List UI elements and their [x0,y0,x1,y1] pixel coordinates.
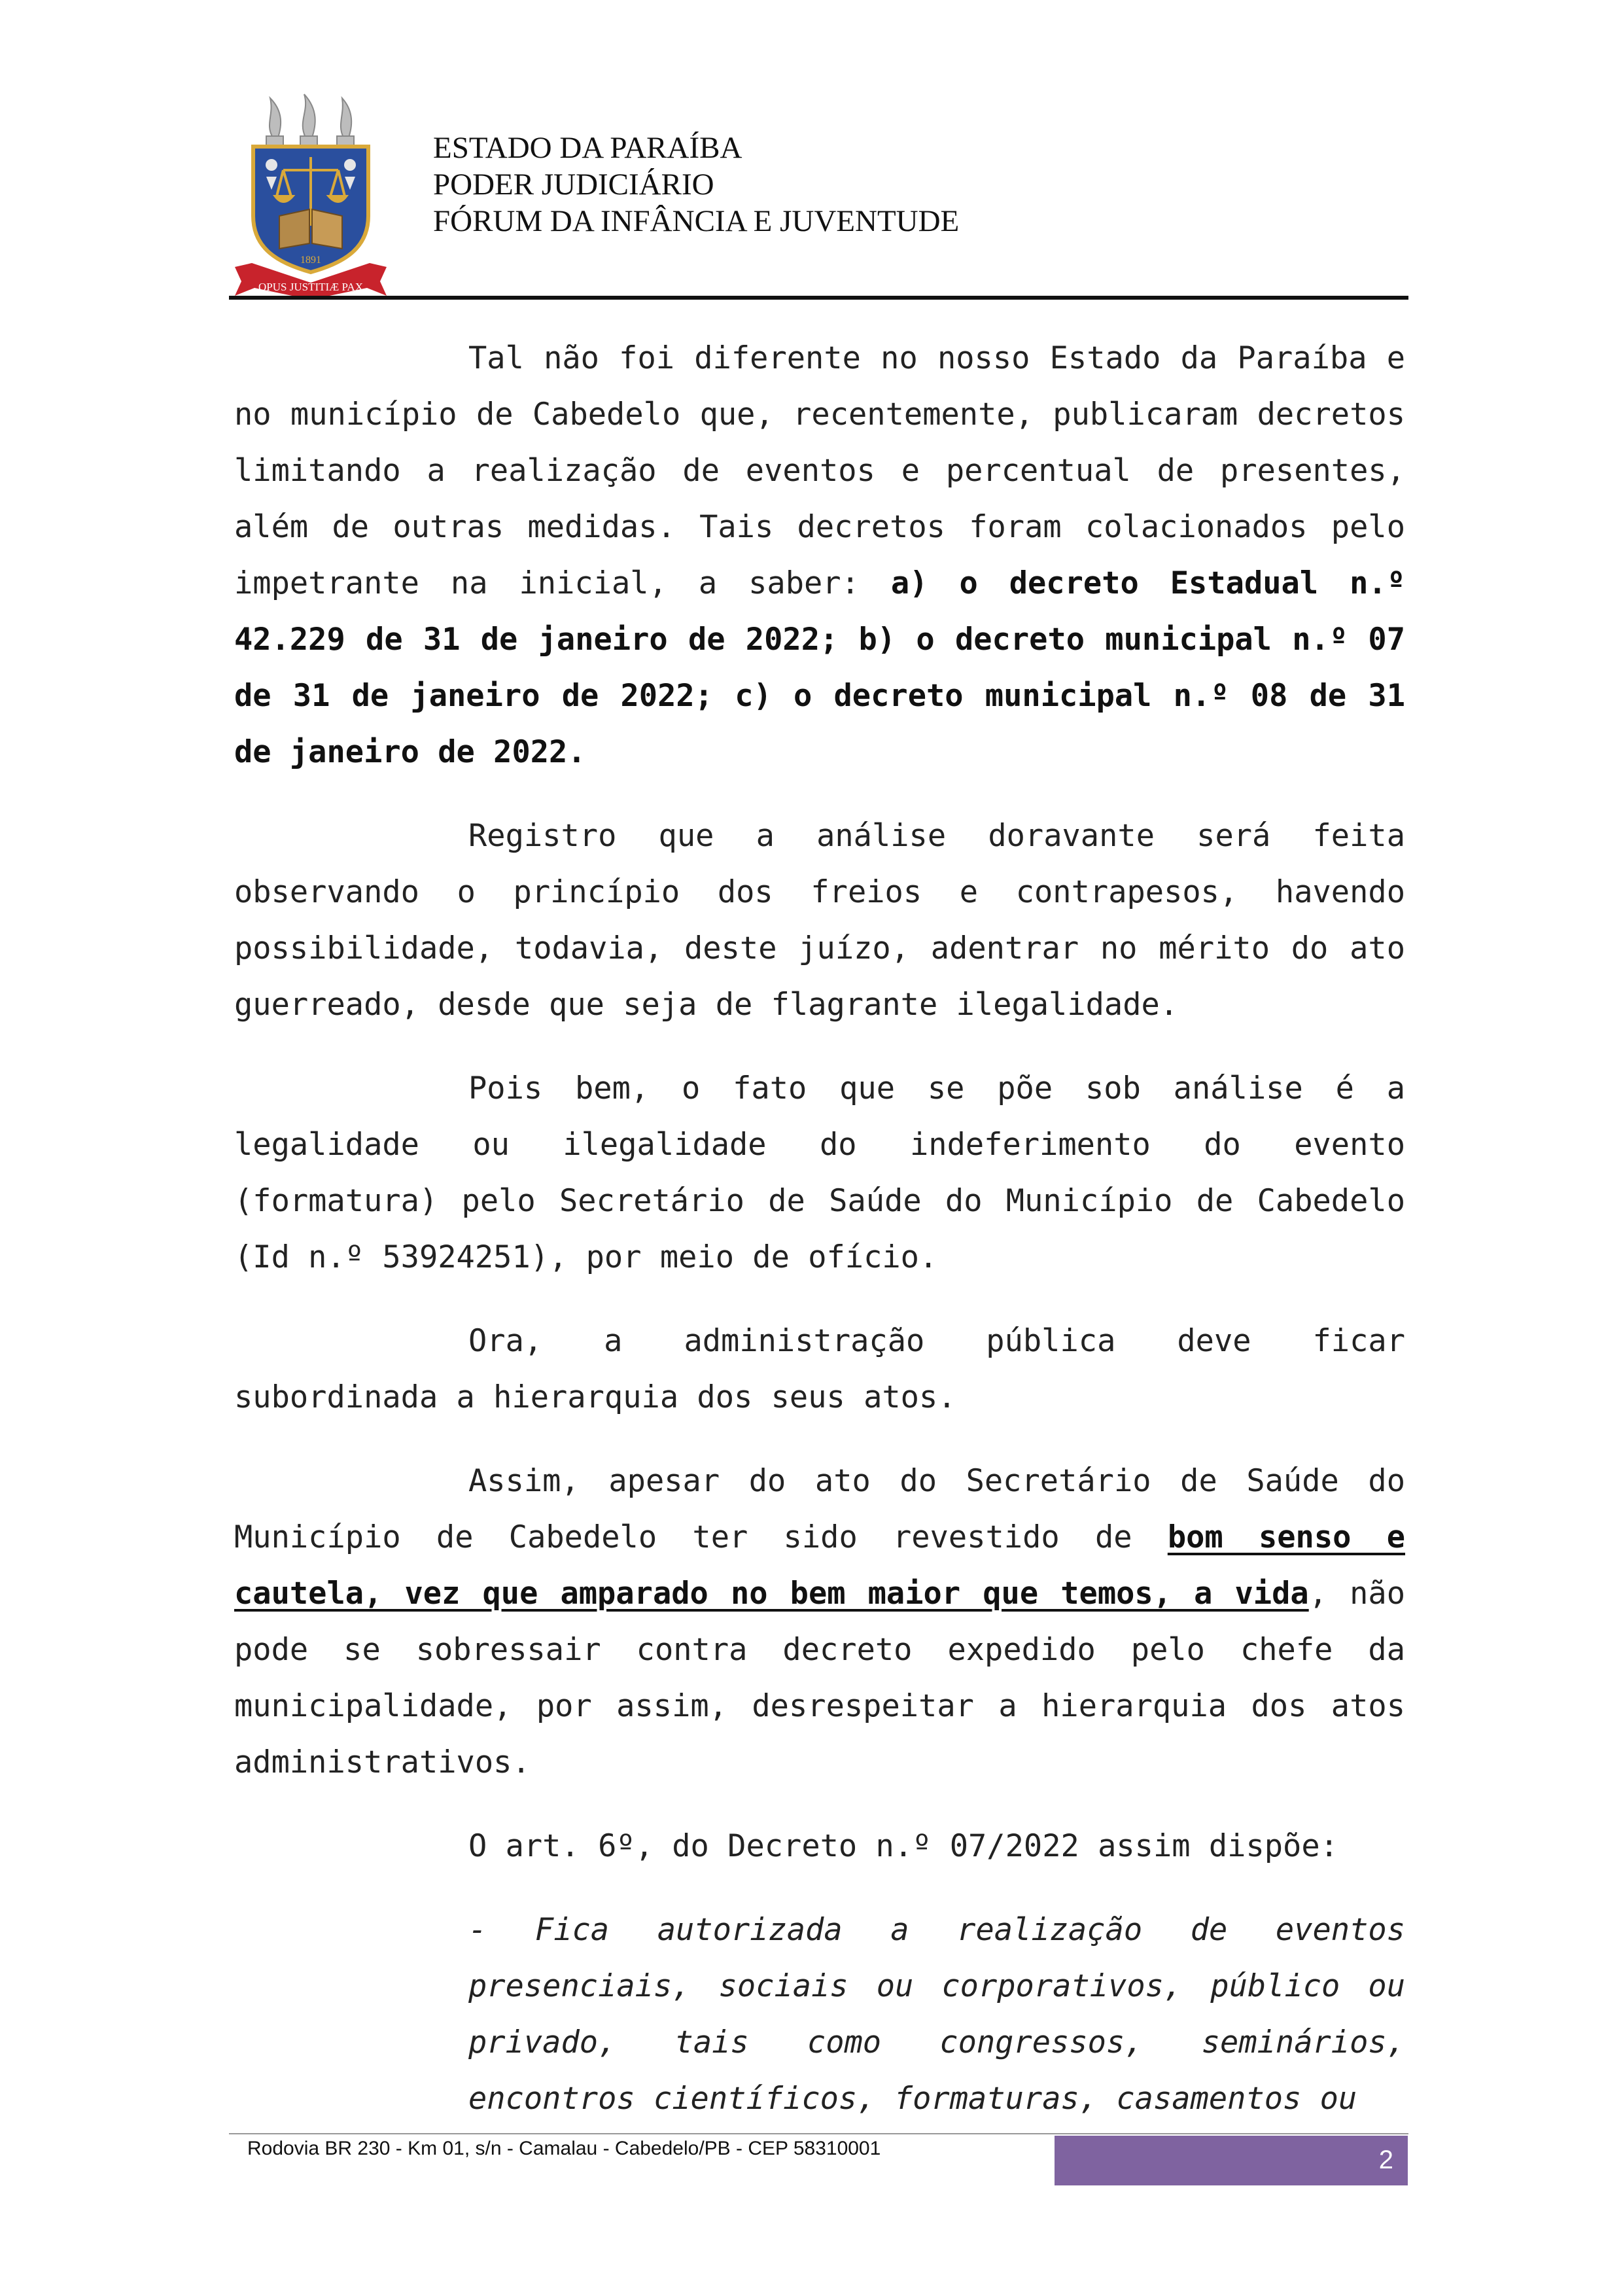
flame-icons [266,94,354,145]
page-number-box [1055,2136,1408,2185]
page-number: 2 [1378,2146,1393,2174]
paragraph-2: Registro que a análise doravante será feita observando o princípio dos freios e contrapesos, havendo possibilidade, todavia, deste juízo, adentrar no mérito do ato guerreado, desde que seja de flagrante ilegalidade. [234,818,1405,1023]
paragraph-6: O art. 6º, do Decreto n.º 07/2022 assim dispõe: [468,1828,1338,1864]
document-body [234,330,1405,2127]
header-line-judiciary: PODER JUDICIÁRIO [433,168,714,202]
paragraph-1-text: Tal não foi diferente no nosso Estado da Paraíba e no município de Cabedelo que, recentemente, publicaram decretos limitando a realização de eventos e percentual de presentes, além de outras medidas. Tais decretos foram colacionados pelo impetrante na inicial, a saber: [234,340,1405,601]
crest-motto: OPUS JUSTITIÆ PAX [258,281,363,293]
paragraph-5-emphasis: bom senso e cautela, vez que amparado no bem maior que temos, a vida [234,1519,1406,1612]
header-line-forum: FÓRUM DA INFÂNCIA E JUVENTUDE [433,204,960,238]
paragraph-5-after: , não pode se sobressair contra decreto expedido pelo chefe da municipalidade, por assim, desrespeitar a hierarquia dos atos administrativos. [234,1576,1405,1780]
paragraph-4: Ora, a administração pública deve ficar subordinada a hierarquia dos seus atos. [234,1323,1405,1415]
header-line-state: ESTADO DA PARAÍBA [433,131,742,165]
court-crest-logo [232,92,389,300]
paragraph-5 [234,1453,1405,1791]
paragraph-5-before: Assim, apesar do ato do Secretário de Saúde do Município de Cabedelo ter sido revestido de [234,1463,1405,1555]
paragraph-3: Pois bem, o fato que se põe sob análise é a legalidade ou ilegalidade do indeferimento do evento (formatura) pelo Secretário de Saúde do Município de Cabedelo (Id n.º 53924251), por meio de ofício. [234,1070,1405,1275]
header-divider [229,296,1408,300]
footer-address: Rodovia BR 230 - Km 01, s/n - Camalau - Cabedelo/PB - CEP 58310001 [247,2138,881,2159]
decree-quote: - Fica autorizada a realização de eventos presenciais, sociais ou corporativos, público ou privado, tais como congressos, seminários, encontros científicos, formaturas, casamentos ou [468,1912,1405,2117]
paragraph-1-decrees: a) o decreto Estadual n.º 42.229 de 31 de janeiro de 2022; b) o decreto municipal n.º 07 de 31 de janeiro de 2022; c) o decreto municipal n.º 08 de 31 de janeiro de 2022. [234,565,1405,770]
crest-year: 1891 [300,255,321,266]
footer-divider [229,2133,1408,2134]
institution-header [433,130,959,239]
paragraph-1 [234,330,1405,781]
